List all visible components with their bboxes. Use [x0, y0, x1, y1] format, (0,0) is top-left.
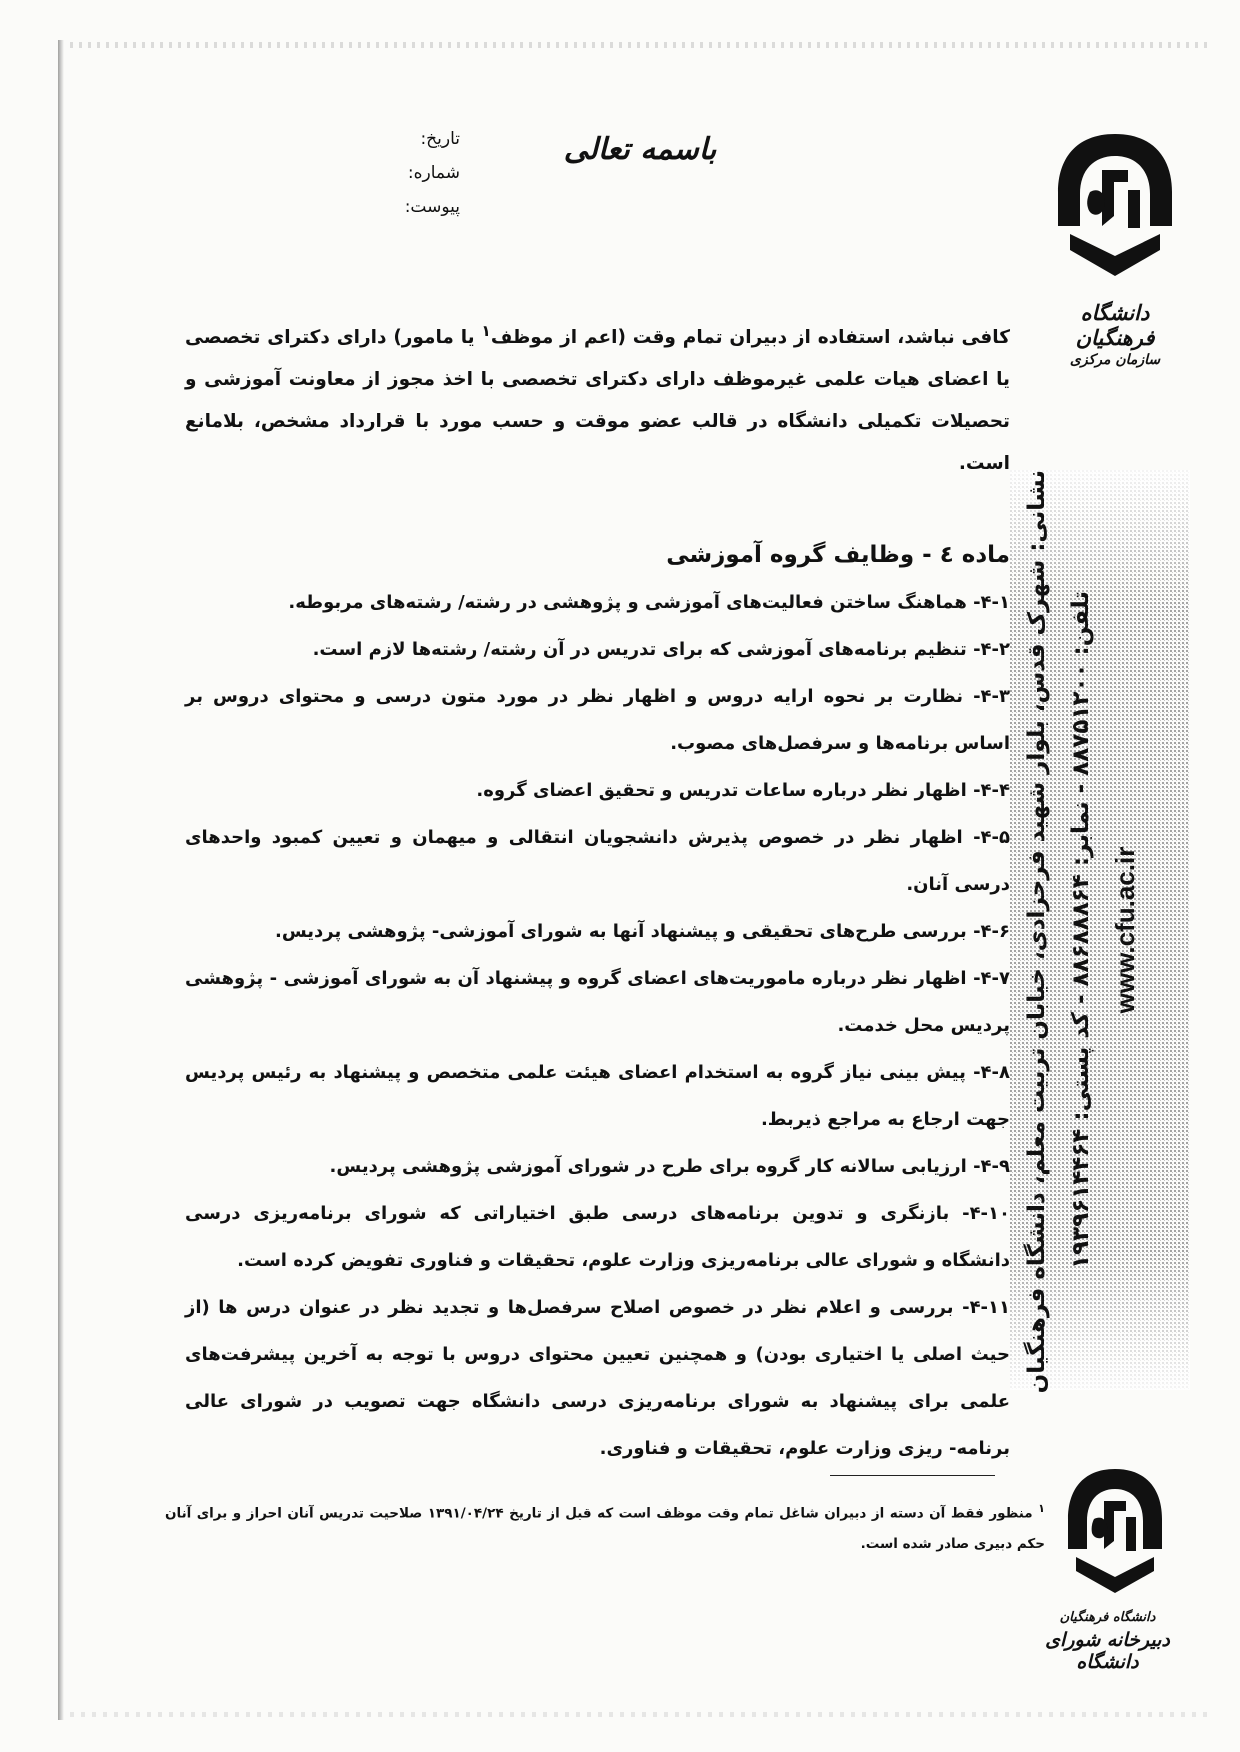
footnote-number: ۱ [1038, 1502, 1045, 1515]
footnote-marker: ۱ [481, 322, 491, 340]
clause-4-4: ۴-۴- اظهار نظر درباره ساعات تدریس و تحقیق اعضای گروه. [476, 780, 1010, 802]
logo-title: دانشگاه فرهنگیان [1075, 300, 1155, 350]
attachment-label: پیوست: [404, 197, 460, 217]
clause-4-5: ۴-۵- اظهار نظر در خصوص پذیرش دانشجویان انتقالی و میهمان و تعیین کمبود واحدهای درسی آنان. [185, 827, 1010, 896]
letter-meta [300, 122, 460, 224]
logo-caption [1040, 300, 1190, 368]
clause-4-2: ۴-۲- تنظیم برنامه‌های آموزشی که برای تدریس در آن رشته/ رشته‌ها لازم است. [312, 639, 1010, 661]
clause-4-8: ۴-۸- پیش بینی نیاز گروه به استخدام اعضای هیئت علمی متخصص و پیشنهاد به رئیس پردیس جهت ارجاع به مراجع ذیربط. [185, 1062, 1010, 1131]
side-address: نشانی: شهرک قدس، بلوار شهید فرحزادی، خیابان تربیت معلم، دانشگاه فرهنگیان [1024, 470, 1050, 1394]
document-body [185, 310, 1010, 1472]
bismillah-heading: باسمه تعالی [563, 132, 717, 167]
number-label: شماره: [407, 163, 460, 183]
clause-4-3: ۴-۳- نظارت بر نحوه ارایه دروس و اظهار نظر در مورد متون درسی و محتوای دروس بر اساس برنامه‌ها و سرفصل‌های مصوب. [185, 686, 1010, 755]
scan-bottom-noise [70, 1712, 1210, 1717]
clause-4-9: ۴-۹- ارزیابی سالانه کار گروه برای طرح در شورای آموزشی پژوهشی پردیس. [329, 1156, 1010, 1178]
intro-paragraph [185, 310, 1010, 485]
clause-4-6: ۴-۶- بررسی طرح‌های تحقیقی و پیشنهاد آنها به شورای آموزشی- پژوهشی پردیس. [275, 921, 1010, 943]
intro-text-continued: یا مامور) دارای دکترای تخصصی یا اعضای هیات علمی غیرموظف دارای دکترای تخصصی با اخذ مجوز از معاونت آموزشی و تحصیلات تکمیلی دانشگاه در قالب عضو موقت و حسب مورد با قرارداد مشخص، بلامانع است. [185, 327, 1010, 475]
website-link[interactable]: www.cfu.ac.ir [1110, 846, 1140, 1014]
date-label: تاریخ: [420, 129, 460, 149]
article-title: ماده ٤ - وظایف گروه آموزشی [666, 542, 1010, 569]
clause-4-11: ۴-۱۱- بررسی و اعلام نظر در خصوص اصلاح سرفصل‌ها و تجدید نظر در عنوان درس ها (از حیث اصلی یا اختیاری بودن) و همچنین تعیین محتوای دروس با توجه به آخرین پیشرفت‌های علمی برای پیشنهاد به شورای برنامه‌ریزی درسی دانشگاه جهت تصویب در شورای عالی برنامه- ریزی وزارت علوم، تحقیقات و فناوری. [185, 1297, 1010, 1460]
footnote [165, 1494, 1045, 1559]
council-caption [1020, 1610, 1195, 1673]
side-phones: تلفن: ۸۸۷۵۱۲۰۰ - نمابر: ۸۸۶۸۸۸۶۴ - کد پستی: ۱۹۳۹۶۱۴۴۶۴ [1068, 590, 1094, 1270]
clause-4-7: ۴-۷- اظهار نظر درباره ماموریت‌های اعضای گروه و پیشنهاد آن به شورای آموزشی - پژوهشی پردیس محل خدمت. [185, 968, 1010, 1037]
clause-4-10: ۴-۱۰- بازنگری و تدوین برنامه‌های درسی طبق اختیاراتی که شورای برنامه‌ریزی درسی دانشگاه و شورای عالی برنامه‌ریزی وزارت علوم، تحقیقات و فناوری تفویض کرده است. [185, 1203, 1010, 1272]
university-logo-icon [1050, 130, 1180, 280]
council-seal-icon [1060, 1465, 1170, 1605]
side-band-contact [1015, 470, 1185, 1394]
footnote-separator [830, 1475, 995, 1476]
clause-4-1: ۴-۱- هماهنگ ساختن فعالیت‌های آموزشی و پژوهشی در رشته/ رشته‌های مربوطه. [288, 592, 1010, 614]
scan-left-edge [58, 40, 64, 1720]
intro-text: کافی نباشد، استفاده از دبیران تمام وقت (اعم از موظف [490, 327, 1010, 349]
council-caption-line1: دانشگاه فرهنگیان [1059, 1610, 1156, 1625]
scan-top-noise [70, 42, 1210, 48]
logo-subtitle: سازمان مرکزی [1069, 352, 1161, 368]
council-caption-line2: دبیرخانه شورای دانشگاه [1045, 1629, 1170, 1673]
footnote-text: منظور فقط آن دسته از دبیران شاغل تمام وقت موظف است که قبل از تاریخ ۱۳۹۱/۰۴/۲۴ صلاحیت تدریس آنان احراز و برای آنان حکم دبیری صادر شده است. [165, 1505, 1045, 1552]
